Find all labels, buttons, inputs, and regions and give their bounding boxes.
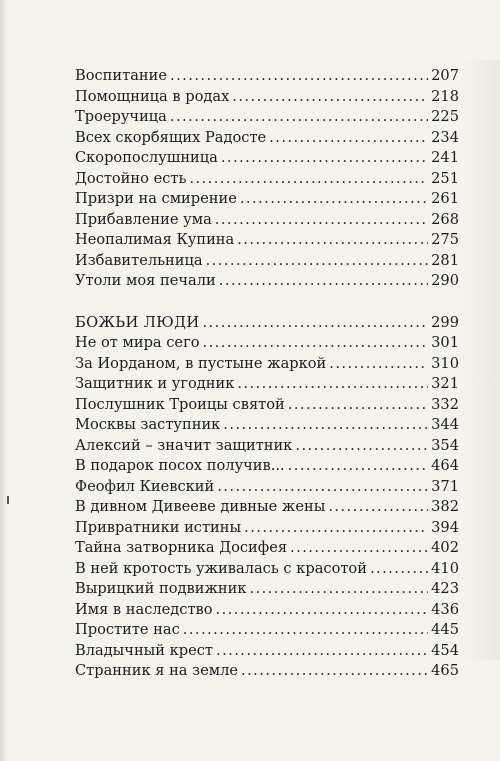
entry-page: 436: [431, 600, 459, 618]
entry-page: 281: [431, 251, 459, 269]
entry-page: 234: [431, 128, 459, 146]
entry-page: 371: [431, 477, 459, 495]
entry-title: Утоли моя печали: [75, 272, 216, 289]
leader-dots: [223, 415, 428, 436]
entry-page: 251: [431, 169, 459, 187]
entry-title: Владычный крест: [75, 641, 213, 659]
entry-title: Привратники истины: [75, 518, 242, 536]
leader-dots: [221, 148, 428, 169]
toc-entry: [75, 600, 459, 621]
leader-dots: [249, 579, 428, 600]
entry-title: Феофил Киевский: [75, 477, 215, 495]
entry-title: Послушник Троицы святой: [75, 395, 285, 413]
entry-page: 402: [431, 539, 459, 556]
toc-entry: [75, 518, 459, 539]
leader-dots: [232, 87, 428, 108]
entry-title: Странник я на земле: [75, 662, 238, 679]
toc-section-1: [75, 66, 459, 292]
toc-entry: [75, 559, 459, 580]
entry-page: 261: [431, 190, 459, 207]
entry-page: 218: [431, 87, 459, 105]
toc-entry: [75, 436, 459, 457]
leader-dots: [288, 456, 428, 477]
leader-dots: [269, 128, 428, 149]
leader-dots: [206, 251, 429, 272]
entry-title: Призри на смирение: [75, 190, 237, 207]
toc-entry: [75, 641, 459, 662]
entry-page: 394: [431, 518, 459, 536]
toc-entry: [75, 251, 459, 272]
leader-dots: [290, 538, 428, 559]
leader-dots: [328, 497, 428, 518]
toc-entry: [75, 210, 459, 231]
entry-page: 225: [431, 108, 459, 125]
entry-page: 299: [431, 313, 459, 331]
leader-dots: [241, 661, 428, 682]
leader-dots: [216, 600, 429, 621]
toc-entry: [75, 66, 459, 87]
entry-title: В подарок посох получив...: [75, 457, 285, 474]
entry-title: Не от мира сего: [75, 334, 200, 351]
leader-dots: [244, 518, 428, 539]
toc-entry: [75, 87, 459, 108]
entry-page: 310: [431, 354, 459, 372]
leader-dots: [183, 620, 428, 641]
entry-title: В ней кротость уживалась с красотой: [75, 559, 367, 577]
table-of-contents: [75, 66, 459, 682]
entry-title: Достойно есть: [75, 169, 187, 187]
leader-dots: [370, 559, 428, 580]
leader-dots: [219, 271, 428, 292]
toc-entry: [75, 395, 459, 416]
entry-page: 275: [431, 231, 459, 248]
entry-page: 301: [431, 334, 459, 351]
entry-title: Простите нас: [75, 621, 180, 638]
entry-title: Воспитание: [75, 67, 168, 84]
toc-entry: [75, 107, 459, 128]
entry-page: 241: [431, 149, 459, 166]
leader-dots: [203, 333, 429, 354]
leader-dots: [237, 374, 428, 395]
entry-title: БОЖЬИ ЛЮДИ: [75, 313, 200, 331]
entry-page: 423: [431, 580, 459, 597]
entry-title: Неопалимая Купина: [75, 231, 235, 248]
leader-dots: [170, 66, 428, 87]
entry-title: Помощница в родах: [75, 87, 230, 105]
toc-entry: [75, 271, 459, 292]
entry-page: 445: [431, 621, 459, 638]
toc-entry: [75, 497, 459, 518]
leader-dots: [288, 395, 428, 416]
toc-entry: [75, 538, 459, 559]
leader-dots: [237, 230, 428, 251]
entry-page: 207: [431, 67, 459, 84]
leader-dots: [240, 189, 428, 210]
entry-page: 454: [431, 641, 459, 659]
entry-title: Троеручица: [75, 108, 167, 125]
entry-title: Прибавление ума: [75, 210, 212, 228]
entry-page: 268: [431, 210, 459, 228]
entry-title: Избавительница: [75, 251, 203, 269]
entry-page: 344: [431, 416, 459, 433]
entry-title: Имя в наследство: [75, 600, 213, 618]
toc-section-2-entries: [75, 333, 459, 682]
toc-entry: [75, 456, 459, 477]
leader-dots: [216, 641, 428, 662]
entry-page: 410: [431, 559, 459, 577]
toc-entry: [75, 579, 459, 600]
toc-entry: [75, 333, 459, 354]
toc-entry: [75, 128, 459, 149]
toc-entry: [75, 148, 459, 169]
leader-dots: [189, 169, 428, 190]
toc-entry: [75, 354, 459, 375]
toc-entry: [75, 415, 459, 436]
entry-title: Москвы заступник: [75, 416, 221, 433]
entry-title: Тайна затворника Досифея: [75, 539, 288, 556]
entry-title: За Иорданом, в пустыне жаркой: [75, 354, 327, 372]
toc-entry: [75, 374, 459, 395]
entry-page: 321: [431, 375, 459, 392]
entry-title: Алексий – значит защитник: [75, 436, 293, 454]
margin-mark: [7, 496, 9, 504]
toc-entry: [75, 189, 459, 210]
toc-entry: [75, 230, 459, 251]
entry-title: Скоропослушница: [75, 149, 218, 166]
entry-page: 332: [431, 395, 459, 413]
toc-entry: [75, 661, 459, 682]
entry-page: 464: [431, 457, 459, 474]
entry-page: 465: [431, 662, 459, 679]
entry-title: Защитник и угодник: [75, 375, 235, 392]
toc-entry: [75, 620, 459, 641]
entry-page: 290: [431, 272, 459, 289]
toc-entry: [75, 169, 459, 190]
leader-dots: [295, 436, 428, 457]
entry-title: Вырицкий подвижник: [75, 580, 247, 597]
entry-page: 382: [431, 498, 459, 515]
show-through: [460, 60, 500, 660]
page-edge: [0, 0, 8, 761]
entry-title: Всех скорбящих Радосте: [75, 128, 267, 146]
toc-section-heading: [75, 313, 459, 334]
entry-page: 354: [431, 436, 459, 454]
toc-entry: [75, 477, 459, 498]
leader-dots: [202, 313, 428, 334]
toc-section-2: [75, 313, 459, 682]
leader-dots: [329, 354, 428, 375]
leader-dots: [215, 210, 428, 231]
leader-dots: [170, 107, 428, 128]
entry-title: В дивном Дивееве дивные жены: [75, 498, 326, 515]
leader-dots: [217, 477, 428, 498]
